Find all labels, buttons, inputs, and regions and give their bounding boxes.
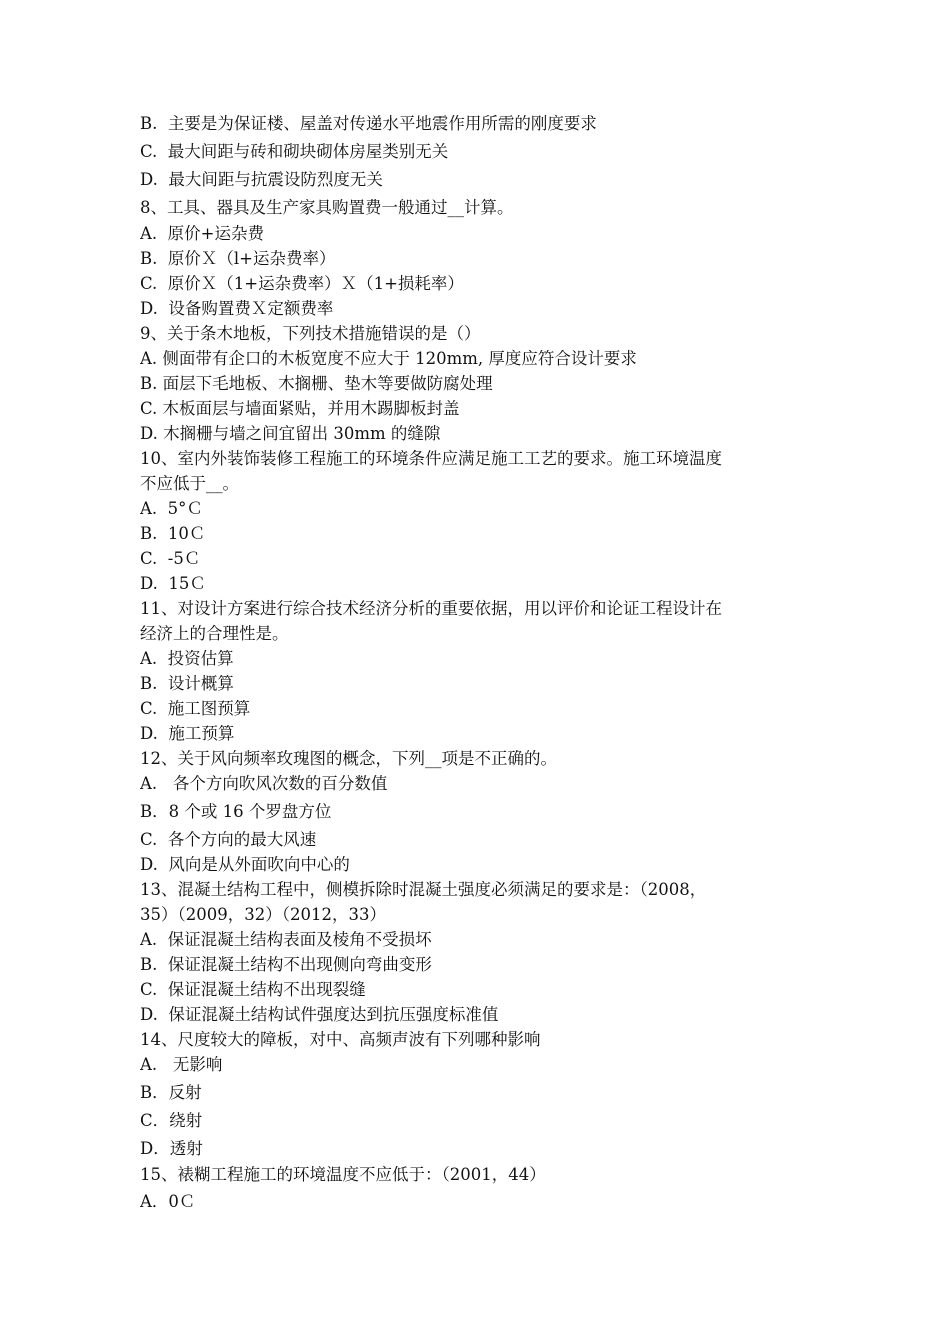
text-line: B. 面层下毛地板、木搁栅、垫木等要做防腐处理 (140, 374, 493, 393)
text-line: C. 各个方向的最大风速 (140, 830, 317, 849)
text-line: C. 最大间距与砖和砌块砌体房屋类别无关 (140, 142, 449, 161)
text-line: D．透射 (140, 1139, 203, 1158)
text-line: D. 风向是从外面吹向中心的 (140, 855, 350, 874)
text-line: 14、尺度较大的障板，对中、高频声波有下列哪种影响 (140, 1030, 541, 1049)
text-line: 10、室内外装饰装修工程施工的环境条件应满足施工工艺的要求。施工环境温度 (140, 449, 722, 468)
text-line: 12、关于风向频率玫瑰图的概念，下列__项是不正确的。 (140, 749, 557, 768)
text-line: A. 侧面带有企口的木板宽度不应大于 120mm, 厚度应符合设计要求 (140, 349, 637, 368)
text-line: C. 施工图预算 (140, 699, 251, 718)
text-line: D. 保证混凝土结构试件强度达到抗压强度标准值 (140, 1005, 499, 1024)
text-line: 9、关于条木地板，下列技术措施错误的是（） (140, 324, 481, 343)
text-line: 不应低于__。 (140, 474, 239, 493)
text-line: 13、混凝土结构工程中，侧模拆除时混凝土强度必须满足的要求是：（2008， (140, 880, 707, 899)
text-line: A. 5°Ｃ (140, 499, 203, 518)
text-line: D. 设备购置费Ｘ定额费率 (140, 299, 334, 318)
text-line: C. 原价Ｘ（1+运杂费率）Ｘ（1+损耗率） (140, 274, 464, 293)
text-line: 35）（2009，32）（2012，33） (140, 905, 386, 924)
text-line: C. -5Ｃ (140, 549, 201, 568)
text-line: C. 保证混凝土结构不出现裂缝 (140, 980, 366, 999)
text-line: C. 木板面层与墙面紧贴，并用木踢脚板封盖 (140, 399, 460, 418)
text-line: B．8 个或 16 个罗盘方位 (140, 802, 332, 821)
text-line: A. 保证混凝土结构表面及棱角不受损坏 (140, 930, 432, 949)
text-line: A．0Ｃ (140, 1192, 196, 1211)
text-line: A. 原价+运杂费 (140, 224, 264, 243)
text-line: C．绕射 (140, 1111, 203, 1130)
text-line: B. 设计概算 (140, 674, 234, 693)
text-line: 8、工具、器具及生产家具购置费一般通过__计算。 (140, 198, 514, 217)
text-line: 15、裱糊工程施工的环境温度不应低于：（2001，44） (140, 1165, 546, 1184)
text-line: D. 最大间距与抗震设防烈度无关 (140, 170, 383, 189)
text-line: A. 投资估算 (140, 649, 234, 668)
text-line: A. 无影响 (140, 1055, 223, 1074)
text-line: B. 主要是为保证楼、屋盖对传递水平地震作用所需的刚度要求 (140, 114, 597, 133)
text-line: D. 施工预算 (140, 724, 235, 743)
text-line: 11、对设计方案进行综合技术经济分析的重要依据，用以评价和论证工程设计在 (140, 599, 722, 618)
text-line: D. 15Ｃ (140, 574, 206, 593)
text-line: 经济上的合理性是。 (140, 624, 289, 643)
text-line: B. 10Ｃ (140, 524, 206, 543)
text-line: B．反射 (140, 1083, 202, 1102)
text-line: D. 木搁栅与墙之间宜留出 30mm 的缝隙 (140, 424, 441, 443)
text-line: B. 保证混凝土结构不出现侧向弯曲变形 (140, 955, 432, 974)
text-line: B. 原价Ｘ（l+运杂费率） (140, 249, 336, 268)
text-line: A. 各个方向吹风次数的百分数值 (140, 774, 388, 793)
